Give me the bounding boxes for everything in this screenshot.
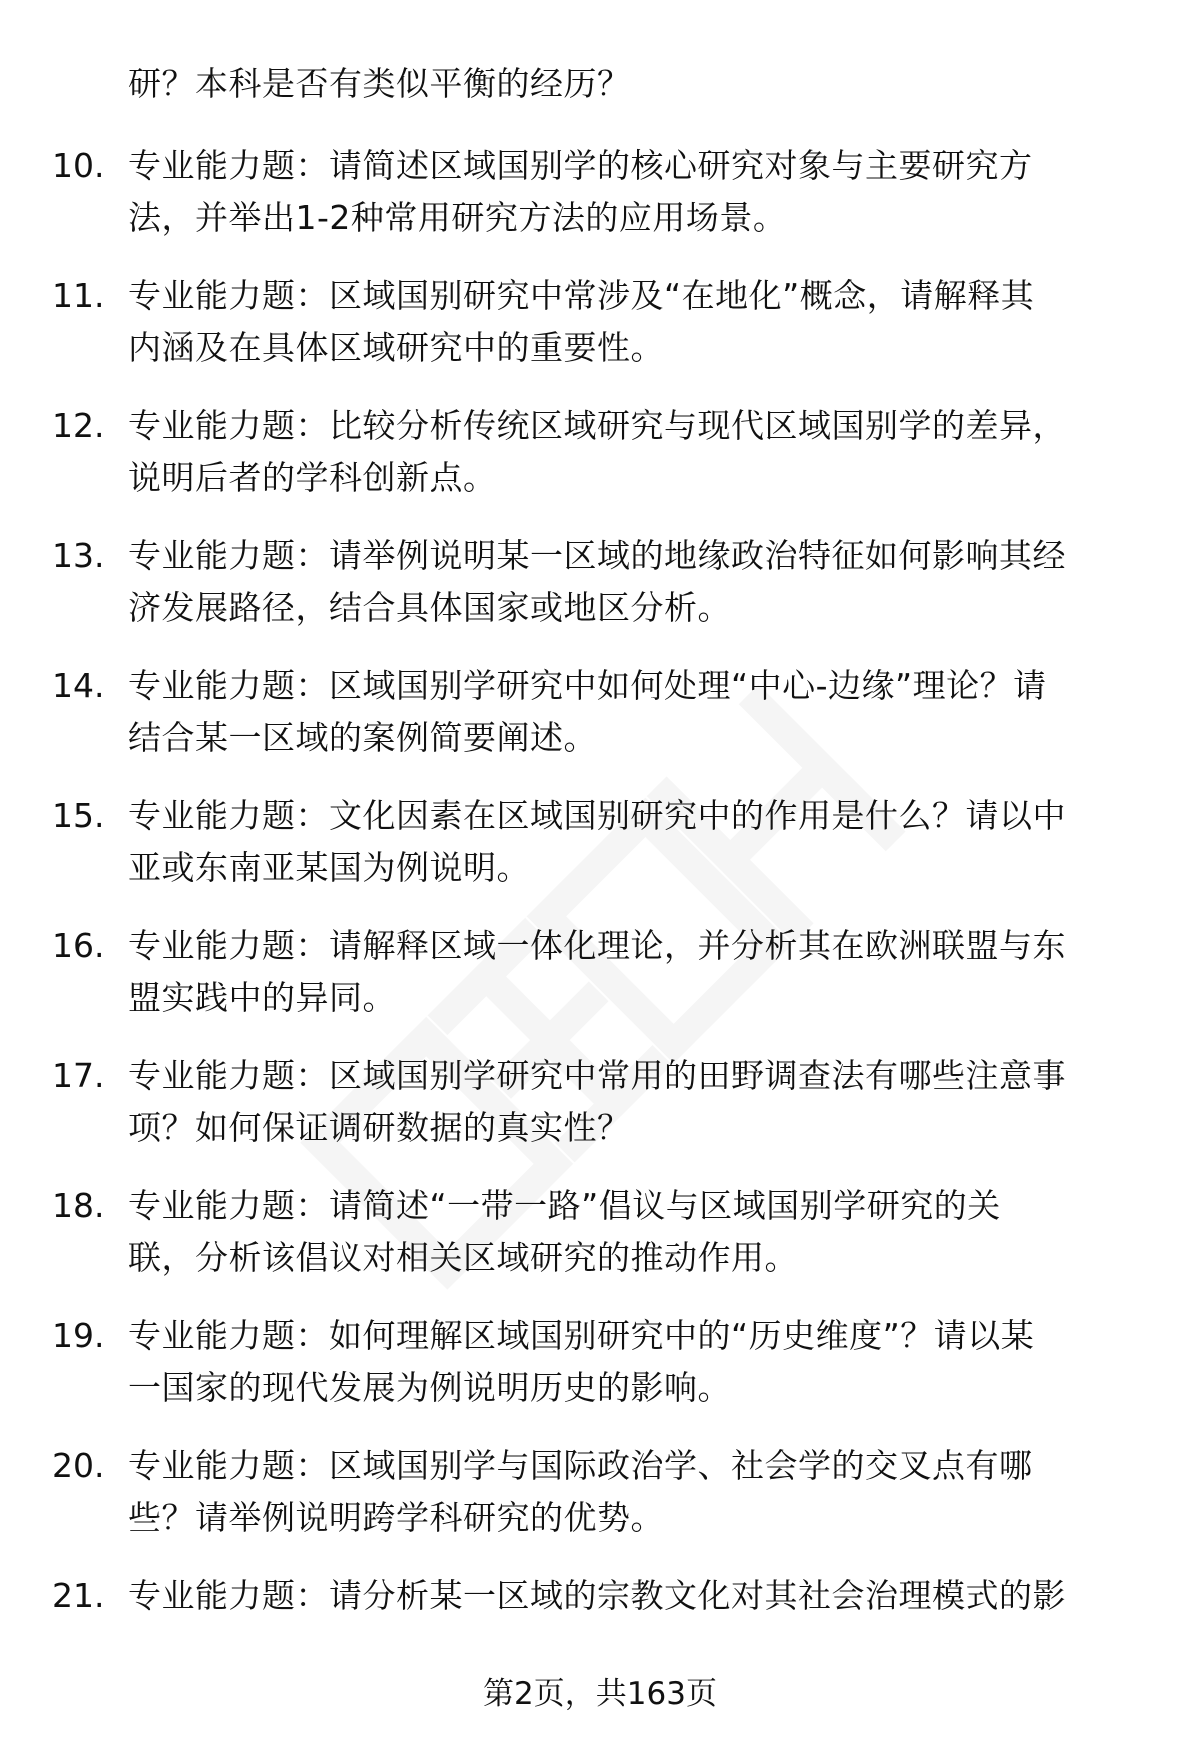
question-line: 专业能力题：比较分析传统区域研究与现代区域国别学的差异， bbox=[128, 406, 1066, 445]
continued-question-text: 研？本科是否有类似平衡的经历？ bbox=[128, 64, 631, 103]
question-line: 专业能力题：请分析某一区域的宗教文化对其社会治理模式的影 bbox=[128, 1576, 1066, 1615]
question-line: 项？如何保证调研数据的真实性？ bbox=[128, 1108, 631, 1147]
question-line: 结合某一区域的案例简要阐述。 bbox=[128, 718, 597, 757]
question-text bbox=[128, 1310, 1158, 1414]
question-line: 专业能力题：如何理解区域国别研究中的“历史维度”？请以某 bbox=[128, 1316, 1035, 1355]
question-number: 12. bbox=[52, 406, 105, 445]
question-number: 14. bbox=[52, 666, 105, 705]
question-item bbox=[0, 790, 1200, 894]
question-line: 专业能力题：区域国别研究中常涉及“在地化”概念，请解释其 bbox=[128, 276, 1035, 315]
question-line: 些？请举例说明跨学科研究的优势。 bbox=[128, 1498, 664, 1537]
question-text bbox=[128, 270, 1158, 374]
question-line: 专业能力题：请举例说明某一区域的地缘政治特征如何影响其经 bbox=[128, 536, 1066, 575]
question-item bbox=[0, 1050, 1200, 1154]
question-line: 专业能力题：请简述“一带一路”倡议与区域国别学研究的关 bbox=[128, 1186, 1001, 1225]
question-text bbox=[128, 1050, 1158, 1154]
question-line: 济发展路径，结合具体国家或地区分析。 bbox=[128, 588, 731, 627]
question-text bbox=[128, 530, 1158, 634]
question-number: 10. bbox=[52, 146, 105, 185]
question-line: 盟实践中的异同。 bbox=[128, 978, 396, 1017]
question-list bbox=[0, 140, 1200, 1700]
question-line: 专业能力题：文化因素在区域国别研究中的作用是什么？请以中 bbox=[128, 796, 1066, 835]
question-line: 联，分析该倡议对相关区域研究的推动作用。 bbox=[128, 1238, 798, 1277]
question-number: 11. bbox=[52, 276, 105, 315]
question-line: 一国家的现代发展为例说明历史的影响。 bbox=[128, 1368, 731, 1407]
page-footer: 第2页，共163页 bbox=[483, 1676, 717, 1712]
question-item bbox=[0, 1570, 1200, 1674]
question-number: 21. bbox=[52, 1576, 105, 1615]
question-text bbox=[128, 790, 1158, 894]
question-line: 专业能力题：区域国别学研究中如何处理“中心-边缘”理论？请 bbox=[128, 666, 1047, 705]
question-item bbox=[0, 400, 1200, 504]
question-number: 17. bbox=[52, 1056, 105, 1095]
question-number: 18. bbox=[52, 1186, 105, 1225]
question-number: 20. bbox=[52, 1446, 105, 1485]
question-item bbox=[0, 530, 1200, 634]
question-item bbox=[0, 140, 1200, 244]
question-line: 亚或东南亚某国为例说明。 bbox=[128, 848, 530, 887]
question-number: 19. bbox=[52, 1316, 105, 1355]
question-line: 专业能力题：区域国别学研究中常用的田野调查法有哪些注意事 bbox=[128, 1056, 1066, 1095]
question-line: 专业能力题：请解释区域一体化理论，并分析其在欧洲联盟与东 bbox=[128, 926, 1066, 965]
question-item bbox=[0, 920, 1200, 1024]
question-text bbox=[128, 1180, 1158, 1284]
question-text bbox=[128, 920, 1158, 1024]
question-item bbox=[0, 660, 1200, 764]
question-item bbox=[0, 270, 1200, 374]
question-text bbox=[128, 1440, 1158, 1544]
question-number: 13. bbox=[52, 536, 105, 575]
question-line: 专业能力题：请简述区域国别学的核心研究对象与主要研究方 bbox=[128, 146, 1033, 185]
question-item bbox=[0, 1180, 1200, 1284]
question-item bbox=[0, 1310, 1200, 1414]
question-line: 说明后者的学科创新点。 bbox=[128, 458, 497, 497]
question-text bbox=[128, 660, 1158, 764]
question-number: 16. bbox=[52, 926, 105, 965]
question-text bbox=[128, 140, 1158, 244]
question-text bbox=[128, 1570, 1158, 1622]
question-item bbox=[0, 1440, 1200, 1544]
question-line: 内涵及在具体区域研究中的重要性。 bbox=[128, 328, 664, 367]
question-line: 专业能力题：区域国别学与国际政治学、社会学的交叉点有哪 bbox=[128, 1446, 1033, 1485]
question-text bbox=[128, 400, 1158, 504]
question-number: 15. bbox=[52, 796, 105, 835]
question-line: 法，并举出1-2种常用研究方法的应用场景。 bbox=[128, 198, 787, 237]
